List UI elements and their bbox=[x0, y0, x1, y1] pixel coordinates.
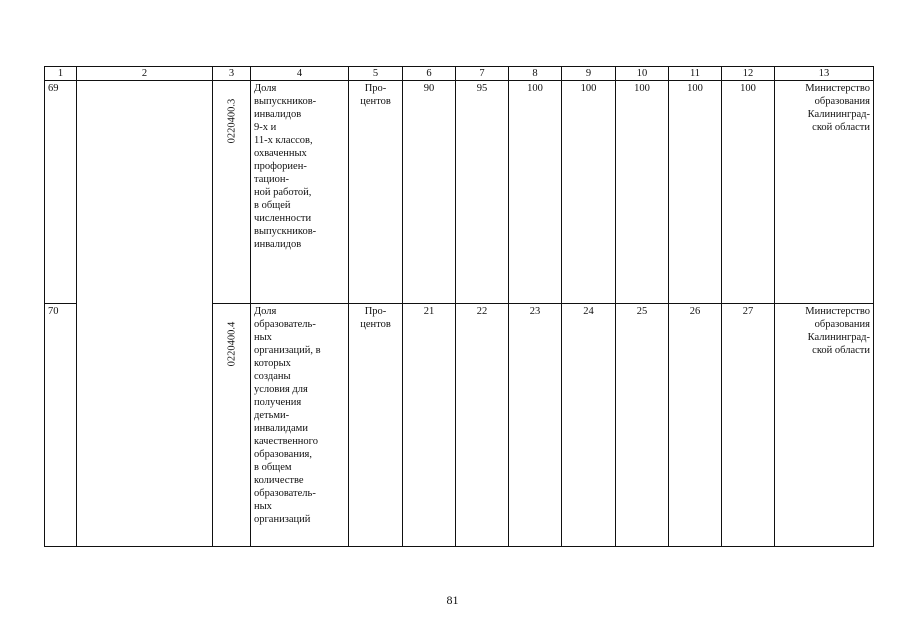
value-cell: 100 bbox=[562, 81, 616, 304]
value-cell: 95 bbox=[456, 81, 509, 304]
indicators-table bbox=[44, 66, 874, 547]
row-number: 70 bbox=[45, 304, 77, 547]
value-cell: 24 bbox=[562, 304, 616, 547]
responsible-cell: Министерство образования Калининград- ской области bbox=[775, 304, 874, 547]
header-cell: 5 bbox=[349, 67, 403, 81]
value-cell: 100 bbox=[509, 81, 562, 304]
indicator-code: 0220400.3 bbox=[226, 98, 237, 144]
value-cell: 21 bbox=[403, 304, 456, 547]
header-cell: 11 bbox=[669, 67, 722, 81]
indicator-name: Доля выпускников- инвалидов 9-х и 11-х классов, охваченных профориен- тацион- ной работой, в общей численности выпускников- инвалидов bbox=[251, 81, 349, 304]
code-cell bbox=[213, 304, 251, 547]
header-cell: 2 bbox=[77, 67, 213, 81]
indicator-name: Доля образователь- ных организаций, в которых созданы условия для получения детьми- инвалидами качественного образования, в общем количестве образователь- ных организаций bbox=[251, 304, 349, 547]
row-number: 69 bbox=[45, 81, 77, 304]
value-cell: 90 bbox=[403, 81, 456, 304]
code-cell bbox=[213, 81, 251, 304]
header-cell: 3 bbox=[213, 67, 251, 81]
header-row bbox=[45, 67, 874, 81]
header-cell: 6 bbox=[403, 67, 456, 81]
unit-cell: Про- центов bbox=[349, 81, 403, 304]
header-cell: 10 bbox=[616, 67, 669, 81]
unit-cell: Про- центов bbox=[349, 304, 403, 547]
header-cell: 8 bbox=[509, 67, 562, 81]
page-number: 81 bbox=[446, 593, 459, 607]
value-cell: 100 bbox=[722, 81, 775, 304]
responsible-cell: Министерство образования Калининград- ской области bbox=[775, 81, 874, 304]
value-cell: 23 bbox=[509, 304, 562, 547]
header-cell: 4 bbox=[251, 67, 349, 81]
header-cell: 1 bbox=[45, 67, 77, 81]
value-cell: 100 bbox=[616, 81, 669, 304]
value-cell: 27 bbox=[722, 304, 775, 547]
header-cell: 12 bbox=[722, 67, 775, 81]
value-cell: 22 bbox=[456, 304, 509, 547]
header-cell: 7 bbox=[456, 67, 509, 81]
value-cell: 26 bbox=[669, 304, 722, 547]
program-name-cell bbox=[77, 81, 213, 547]
indicator-code: 0220400.4 bbox=[226, 321, 237, 367]
header-cell: 13 bbox=[775, 67, 874, 81]
header-cell: 9 bbox=[562, 67, 616, 81]
value-cell: 100 bbox=[669, 81, 722, 304]
table-row bbox=[45, 81, 874, 304]
value-cell: 25 bbox=[616, 304, 669, 547]
